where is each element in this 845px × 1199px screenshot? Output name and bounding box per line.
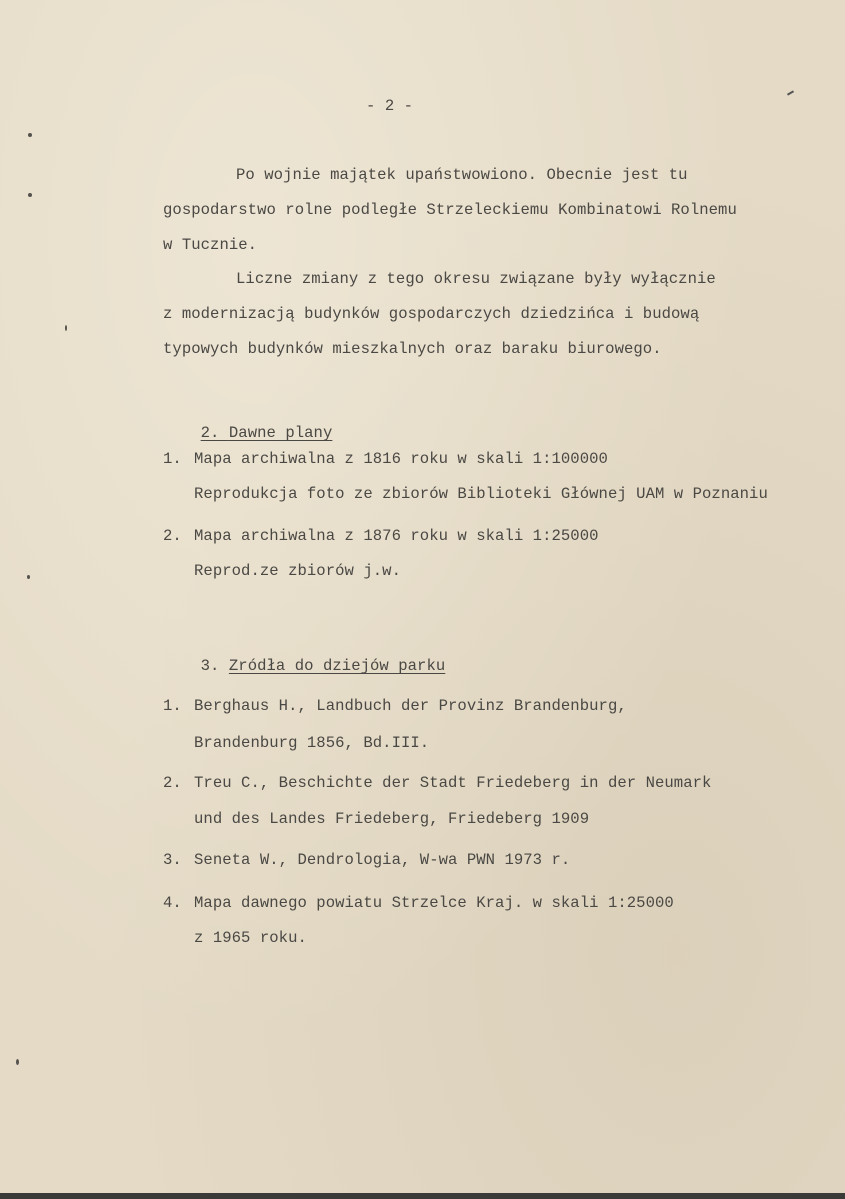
section-3-item-1-number: 1.	[163, 697, 182, 715]
paragraph-2-line-2: z modernizacją budynków gospodarczych dziedzińca i budową	[163, 305, 700, 323]
paper-speck	[28, 193, 32, 197]
section-3-item-4-line-1: Mapa dawnego powiatu Strzelce Kraj. w skali 1:25000	[194, 894, 674, 912]
paragraph-1-line-2: gospodarstwo rolne podległe Strzeleckiemu Kombinatowi Rolnemu	[163, 201, 737, 219]
paragraph-1-line-1: Po wojnie majątek upaństwowiono. Obecnie jest tu	[236, 166, 688, 184]
paragraph-2-line-3: typowych budynków mieszkalnych oraz baraku biurowego.	[163, 340, 662, 358]
section-3-item-4-number: 4.	[163, 894, 182, 912]
scan-bottom-edge	[0, 1193, 845, 1199]
section-3-item-1-line-2: Brandenburg 1856, Bd.III.	[194, 734, 430, 752]
section-3-item-2-line-1: Treu C., Beschichte der Stadt Friedeberg in der Neumark	[194, 774, 712, 792]
section-2-item-1-line-1: Mapa archiwalna z 1816 roku w skali 1:100000	[194, 450, 608, 468]
paper-speck	[28, 133, 32, 137]
paper-speck	[16, 1059, 19, 1065]
section-2-item-2-number: 2.	[163, 527, 182, 545]
section-2-item-2-line-2: Reprod.ze zbiorów j.w.	[194, 562, 401, 580]
section-2-title: Dawne plany	[228, 424, 333, 442]
section-3-item-1-line-1: Berghaus H., Landbuch der Provinz Brandenburg,	[194, 697, 627, 715]
section-3-item-2-line-2: und des Landes Friedeberg, Friedeberg 1909	[194, 810, 590, 828]
section-3-number: 3.	[200, 657, 220, 675]
section-2-item-1-line-2: Reprodukcja foto ze zbiorów Biblioteki Głównej UAM w Poznaniu	[194, 485, 768, 503]
section-3-item-3-line-1: Seneta W., Dendrologia, W-wa PWN 1973 r.	[194, 851, 571, 869]
paper-speck	[27, 575, 30, 579]
section-2-item-2-line-1: Mapa archiwalna z 1876 roku w skali 1:25000	[194, 527, 599, 545]
section-2-item-1-number: 1.	[163, 450, 182, 468]
section-3-item-4-line-2: z 1965 roku.	[194, 929, 307, 947]
section-3-item-3-number: 3.	[163, 851, 182, 869]
section-2-number: 2.	[200, 424, 220, 442]
section-3-item-2-number: 2.	[163, 774, 182, 792]
paragraph-1-line-3: w Tucznie.	[163, 236, 258, 254]
paragraph-2-line-1: Liczne zmiany z tego okresu związane były wyłącznie	[236, 270, 716, 288]
section-3-heading	[163, 639, 445, 693]
pen-mark	[787, 90, 794, 95]
paper-speck	[65, 325, 67, 331]
page-number: - 2 -	[366, 97, 414, 115]
section-3-title: Zródła do dziejów parku	[228, 657, 446, 675]
